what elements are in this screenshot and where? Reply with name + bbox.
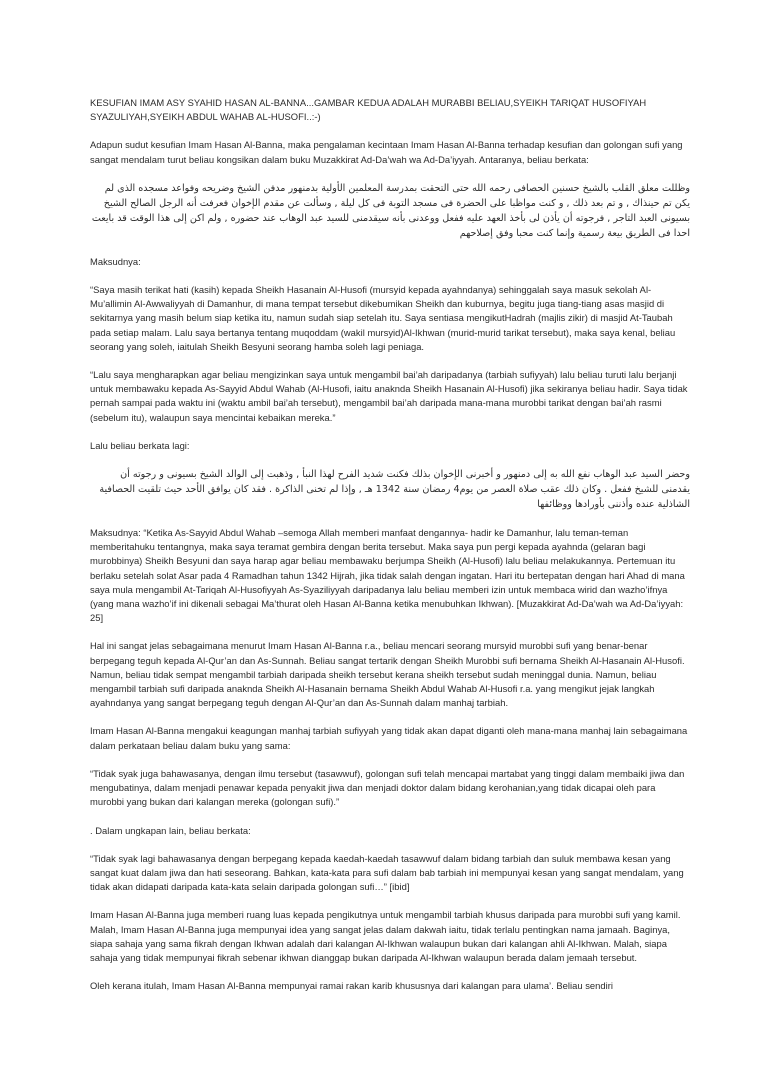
arabic-quote: وحضر السيد عبد الوهاب نفع الله به إلى دمنهور و أخبرنى الإخوان بذلك فكنت شديد الفرح لهذا النبأ , وذهبت إلى الوالد الشيخ بسيونى و رجوته أن يقدمنى للشيخ ففعل . وكان ذلك عقب صلاة العصر من يوم4 رمضان سنة 1342 هـ , وإذا لم تخنى الذاكرة . فقد كان يوافق الأحد حيث تلقيت الحصافية الشاذلية عنده وأذننى بأورادها ووظائفها bbox=[99, 469, 690, 511]
paragraph: Lalu beliau berkata lagi: bbox=[90, 439, 190, 451]
paragraph: “Tidak syak juga bahawasanya, dengan ilmu tersebut (tasawwuf), golongan sufi telah mencapai martabat yang tinggi dalam membaiki jiwa dan mengubatinya, dalam menjadi penawar kepada penyakit jiwa dan menjadi doktor dalam bidang kerohanian,yang tidak dicapai oleh para murobbi yang bukan dari kalangan mereka (golongan sufi).” bbox=[90, 767, 685, 808]
document-title: KESUFIAN IMAM ASY SYAHID HASAN AL-BANNA...GAMBAR KEDUA ADALAH MURABBI BELIAU,SYEIKH TARIQAT HUSOFIYAH SYAZULIYAH,SYEIKH ABDUL WAHAB AL-HUSOFI..:-) bbox=[90, 97, 647, 123]
paragraph: “Saya masih terikat hati (kasih) kepada Sheikh Hasanain Al-Husofi (mursyid kepada ayahndanya) sehinggalah saya masuk sekolah Al-Mu’allimin Al-Awwaliyyah di Damanhur, di mana tempat tersebut dikebumikan Sheikh dan kuburnya, begitu juga tiang-tiang asas masjid di sekitarnya yang masih belum siap ketika itu, namun sudah siap setelah itu. Saya sentiasa mengikutHadrah (majlis zikir) di masjid At-Taubah pada setiap malam. Lalu saya bertanya tentang muqoddam (wakil mursyid)Al-Ikhwan (murid-murid tarikat tersebut), maka saya kenal, beliau seorang yang soleh, iaitulah Sheikh Besyuni seorang hamba soleh lagi peniaga. bbox=[90, 284, 676, 352]
paragraph: “Lalu saya mengharapkan agar beliau mengizinkan saya untuk mengambil bai’ah daripadanya (tarbiah sufiyyah) lalu beliau turuti lalu berjanji untuk membawaku kepada As-Sayyid Abdul Wahab (Al-Husofi, iaitu anaknda Sheikh Hasanain Al-Husofi) jika sekiranya beliau hadir. Saya tidak pernah sampai pada waktu ini (waktu ambil bai’ah tersebut), mengambil bai’ah daripada mana-mana murobbi tarikat dengan bai’ah rasmi (sebelum itu), walaupun saya mencintai kebaikan mereka.” bbox=[90, 369, 688, 423]
paragraph: Oleh kerana itulah, Imam Hasan Al-Banna mempunyai ramai rakan karib khususnya dari kalangan para ulama’. Beliau sendiri bbox=[90, 980, 613, 992]
paragraph: Maksudnya: bbox=[90, 255, 141, 267]
paragraph: . Dalam ungkapan lain, beliau berkata: bbox=[90, 824, 251, 836]
paragraph: Imam Hasan Al-Banna mengakui keagungan manhaj tarbiah sufiyyah yang tidak akan dapat diganti oleh mana-mana manhaj lain sebagaimana dalam perkataan beliau dalam buku yang sama: bbox=[90, 725, 688, 751]
paragraph: Adapun sudut kesufian Imam Hasan Al-Banna, maka pengalaman kecintaan Imam Hasan Al-Banna terhadap kesufian dan golongan sufi yang sangat mendalam turut beliau kongsikan dalam buku Muzakkirat Ad-Da’wah wa Ad-Da’iyyah. Antaranya, beliau berkata: bbox=[90, 139, 683, 165]
paragraph: Hal ini sangat jelas sebagaimana menurut Imam Hasan Al-Banna r.a., beliau mencari seorang mursyid murobbi sufi yang benar-benar berpegang teguh kepada Al-Qur’an dan As-Sunnah. Beliau sangat tertarik dengan Sheikh Murobbi sufi bernama Sheikh Al-Hasanain Al-Husofi. Namun, beliau tidak sempat mengambil tarbiah daripada sheikh tersebut kerana sheikh tersebut sudah meninggal dunia. Namun, beliau mengambil tarbiah sufi daripada anaknda Sheikh Al-Hasanain bernama Sheikh Abdul Wahab Al-Husofi r.a. yang mengikut jejak langkah ayahndanya yang sangat berpegang teguh dengan Al-Qur’an dan As-Sunnah dalam manhaj tarbiah. bbox=[90, 640, 685, 709]
paragraph: Maksudnya: “Ketika As-Sayyid Abdul Wahab –semoga Allah memberi manfaat dengannya- hadir ke Damanhur, lalu teman-teman memberitahuku tentangnya, maka saya teramat gembira dengan berita tersebut. Maka saya pun pergi kepada ayahnda (gelaran bagi murobbinya) Sheikh Besyuni dan saya harap agar beliau membawaku berjumpa Sheikh (Al-Husofi) lalu beliau melakukannya. Pertemuan itu berlaku setelah solat Asar pada 4 Ramadhan tahun 1342 Hijrah, jika tidak salah dengan ingatan. Hari itu bertepatan dengan hari Ahad di mana saya mula mengambil At-Tariqah Al-Husofiyyah As-Syaziliyyah daripadanya lalu beliau memberi izin untuk membaca wirid dan wazho’ifnya (yang mana wazho’if ini dikenali sebagai Ma’thurat oleh Hasan Al-Banna ketika menubuhkan Ikhwan). [Muzakkirat Ad-Da’wah wa Ad-Da’iyyah: 25] bbox=[90, 527, 685, 624]
paragraph: Imam Hasan Al-Banna juga memberi ruang luas kepada pengikutnya untuk mengambil tarbiah khusus daripada para murobbi sufi yang kamil. Malah, Imam Hasan Al-Banna juga mempunyai idea yang sangat jelas dalam dakwah iaitu, tidak terlalu pentingkan nama jamaah. Baginya, siapa sahaja yang sama fikrah dengan Ikhwan adalah dari kalangan Al-Ikhwan walaupun bukan dari kalangan ahli Al-Ikhwan. Malah, siapa sahaja yang tidak mempunyai fikrah sebenar ikhwan dianggap bukan daripada Al-Ikhwan walaupun berada dalam jemaah tersebut. bbox=[90, 909, 681, 963]
arabic-quote: وظللت معلق القلب بالشيخ حسنين الحصافى رحمه الله حتى التحقت بمدرسة المعلمين الأولية بدمنهور مدفن الشيخ وضريحه وفواعد مسجده الذى لم يكن تم حينذاك , و تم بعد ذلك , و كنت مواظبا على الحضرة فى مسجد التوبة فى كل ليلة , وسألت عن مقدم الإخوان فعرفت أنه الرجل الصالح الشيخ بسيونى العبد التاجر , فرجوته أن يأذن لى بأخذ العهد عليه ففعل ووعدنى بأنه سيقدمنى للسيد عبد الوهاب عند حضوره , ولم اكن إلى هذا الوقت قد بايعت احدا فى الطريق بيعة رسمية وإنما كنت محبا وفق إصلاحهم bbox=[91, 182, 690, 239]
paragraph: “Tidak syak lagi bahawasanya dengan berpegang kepada kaedah-kaedah tasawwuf dalam bidang tarbiah dan suluk membawa kesan yang sangat kuat dalam jiwa dan hati seseorang. Bahkan, kata-kata para sufi dalam bab tarbiah ini mempunyai kesan yang sangat mendalam, yang tidak akan didapati daripada kata-kata selain daripada golongan sufi…” [ibid] bbox=[90, 852, 684, 893]
